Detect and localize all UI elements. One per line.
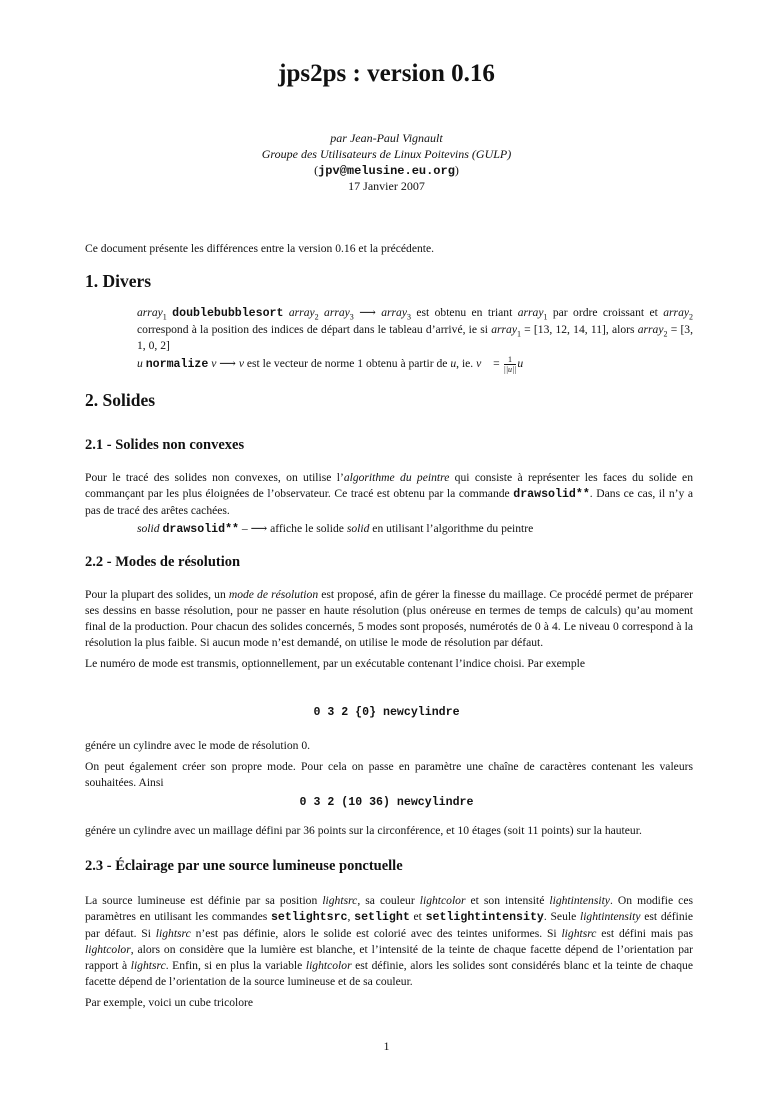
resolution-paragraph-2: Le numéro de mode est transmis, optionnellement, par un exécutable contenant l’indice choisi. Par exemple xyxy=(85,657,585,670)
resolution-paragraph-4: On peut également créer son propre mode. Pour cela on passe en paramètre une chaîne de caractères contenant les valeurs souhaitées. Ainsi xyxy=(85,760,693,789)
document-title: jps2ps : version 0.16 xyxy=(278,60,495,87)
doublebubblesort-entry: array$_1$ doublebubblesort array$_2$ array$_3$ ⟶ array$_3$ est obtenu en triant array$_1$ par ordre croissant et array$_2$ correspond à la position des indices de départ dans le tableau d’arrivé, ie si array$_1$ = [13, 12, 14, 11], alors array$_2$ = [3, 1, 0, 2] xyxy=(137,306,694,352)
lighting-paragraphs xyxy=(85,893,693,1016)
resolution-paragraph-3: génére un cylindre avec le mode de résolution 0. xyxy=(85,739,311,752)
author-email[interactable]: jpv@melusine.eu.org xyxy=(318,164,455,178)
doublebubblesort-command: doublebubblesort xyxy=(172,307,284,320)
code-example-1: 0 3 2 {0} newcylindre xyxy=(313,706,460,719)
author-group: Groupe des Utilisateurs de Linux Poitevins (GULP) xyxy=(261,147,512,161)
resolution-paragraphs-2 xyxy=(85,738,693,796)
lighting-paragraph-1: La source lumineuse est définie par sa position lightsrc, sa couleur lightcolor et son intensité lightintensity. On modifie ces paramètres en utilisant les commandes setlightsrc, setlight et setlightintensity. Seule lightintensity est définie par défaut. Si lightsrc n’est pas définie, alors le solide est colorié avec des teintes uniformes. Si lightsrc est défini mais pas lightcolor, alors on considère que la lumière est blanche, et l’intensité de la teinte de chaque facette dépend de l’orientation par rapport à lightsrc. Enfin, si en plus la variable lightcolor est définie, alors les solides sont considérés blanc et la teinte de chaque facette dépend de l’orientation de la source lumineuse et de sa couleur. xyxy=(85,894,694,988)
author-block xyxy=(0,130,773,194)
normalize-entry: u normalize v ⟶ v est le vecteur de norme 1 obtenu à partir de u, ie. v⃗ = $\frac{1}{||u||}$ u⃗ xyxy=(137,355,533,374)
section-heading-solides: 2. Solides xyxy=(85,390,156,410)
resolution-paragraph-5: génére un cylindre avec un maillage défini par 36 points sur la circonférence, et 10 étages (soit 11 points) sur la hauteur. xyxy=(85,824,642,837)
normalize-command: normalize xyxy=(145,358,209,372)
arrow-symbol: ⟶ xyxy=(359,306,376,319)
paragraph-non-convexes: Pour le tracé des solides non convexes, on utilise l’algorithme du peintre qui consiste à représenter les faces du solide en commançant par les plus éloignées de l’observateur. Ce tracé est obtenu par la commande drawsolid**. Dans ce cas, il n’y a pas de tracé des arêtes cachées. xyxy=(85,471,694,517)
drawsolid-entry: solid drawsolid** – ⟶ affiche le solide solid en utilisant l’algorithme du peintre xyxy=(137,522,534,536)
vector-v: v⃗ xyxy=(476,357,491,371)
fraction: $\frac{1}{||u||}$ xyxy=(503,355,517,374)
drawsolid-command: drawsolid** xyxy=(513,488,590,501)
subsection-heading-eclairage: 2.3 - Éclairage par une source lumineuse ponctuelle xyxy=(85,858,403,874)
author-byline: par Jean-Paul Vignault xyxy=(330,131,443,145)
document-date: 17 Janvier 2007 xyxy=(348,179,425,193)
arrow-symbol: ⟶ xyxy=(250,522,268,535)
lighting-paragraph-2: Par exemple, voici un cube tricolore xyxy=(85,996,254,1009)
section-heading-divers: 1. Divers xyxy=(85,271,152,291)
resolution-paragraph-1: Pour la plupart des solides, un mode de résolution est proposé, afin de gérer la finesse du maillage. Ce procédé permet de préparer ses dessins en basse résolution, pour ne passer en haute résolution (plus onéreuse en termes de temps de calculs) qu’au moment final de la production. Pour chacun des solides concernés, 5 modes sont proposés, numérotés de 0 à 4. Le niveau 0 correspond à la résolution la plus faible. Si aucun mode n’est demandé, on utilise le mode de résolution par défaut. xyxy=(85,588,694,649)
author-email-line: (jpv@melusine.eu.org) xyxy=(314,163,459,178)
arrow-symbol: ⟶ xyxy=(219,357,236,371)
intro-paragraph: Ce document présente les différences entre la version 0.16 et la précédente. xyxy=(85,242,435,255)
subsection-heading-resolution: 2.2 - Modes de résolution xyxy=(85,554,241,570)
vector-u: u⃗ xyxy=(517,357,533,371)
code-example-2: 0 3 2 (10 36) newcylindre xyxy=(299,796,474,809)
subsection-heading-non-convexes: 2.1 - Solides non convexes xyxy=(85,437,245,453)
page-number: 1 xyxy=(383,1039,390,1053)
resolution-paragraphs xyxy=(85,587,693,677)
